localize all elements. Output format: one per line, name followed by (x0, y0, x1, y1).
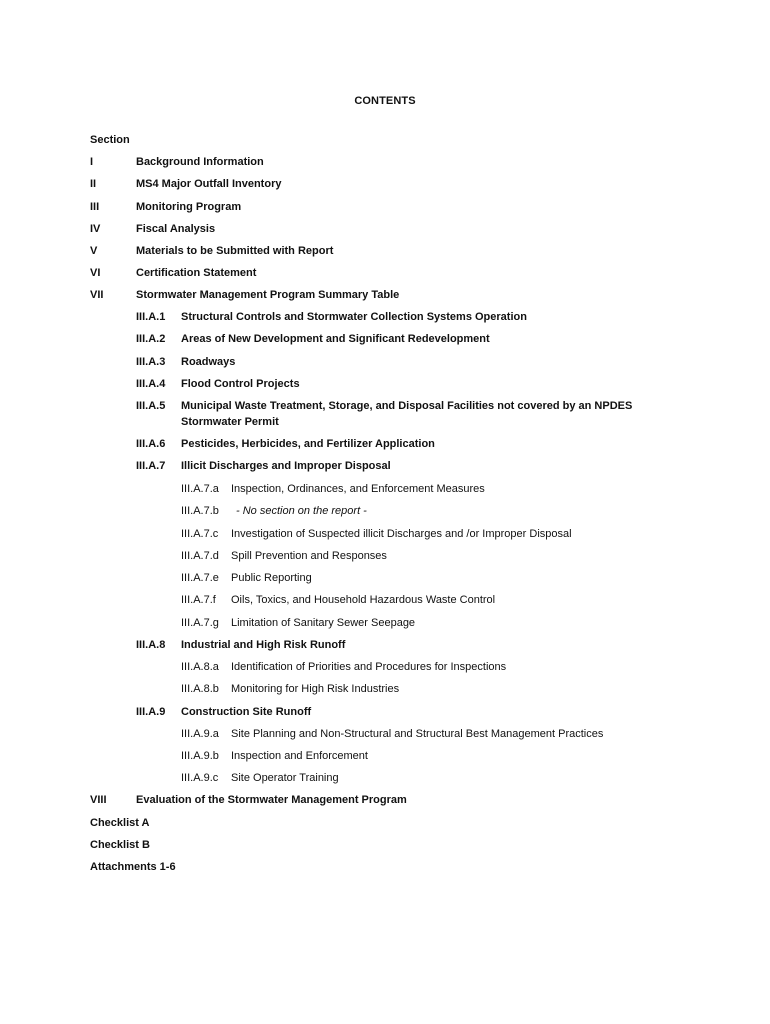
subsubsection-number: III.A.7.f (181, 594, 216, 606)
section-number: III (90, 201, 100, 213)
subsection-label: Structural Controls and Stormwater Collection Systems Operation (181, 311, 527, 323)
subsection-number: III.A.8 (136, 639, 166, 651)
section-label: Stormwater Management Program Summary Table (136, 289, 400, 301)
subsection-number: III.A.3 (136, 356, 166, 368)
checklist-b: Checklist B (90, 839, 150, 851)
section-number: I (90, 156, 94, 168)
subsubsection-label: Site Planning and Non-Structural and Structural Best Management Practices (231, 728, 604, 740)
subsubsection-label: Site Operator Training (231, 772, 339, 784)
section-label: Monitoring Program (136, 201, 242, 213)
subsection-label: Industrial and High Risk Runoff (181, 639, 346, 651)
section-number: VIII (90, 794, 107, 806)
subsection-label: Illicit Discharges and Improper Disposal (181, 460, 391, 472)
attachments: Attachments 1-6 (90, 861, 176, 873)
subsubsection-number: III.A.9.b (181, 750, 219, 762)
subsection-number: III.A.1 (136, 311, 166, 323)
section-number: VI (90, 267, 101, 279)
subsubsection-number: III.A.9.c (181, 772, 219, 784)
subsubsection-number: III.A.7.g (181, 617, 219, 629)
subsection-label: Municipal Waste Treatment, Storage, and Disposal Facilities not covered by an NPDES (181, 400, 633, 412)
section-label: Fiscal Analysis (136, 223, 216, 235)
section-number: VII (90, 289, 104, 301)
subsubsection-label: Monitoring for High Risk Industries (231, 683, 400, 695)
subsubsection-number: III.A.7.d (181, 550, 219, 562)
subsubsection-label: Investigation of Suspected illicit Discharges and /or Improper Disposal (231, 528, 572, 540)
subsection-number: III.A.4 (136, 378, 166, 390)
subsection-label: Areas of New Development and Significant Redevelopment (181, 333, 490, 345)
subsection-number: III.A.7 (136, 460, 166, 472)
section-label: Background Information (136, 156, 264, 168)
subsubsection-number: III.A.7.a (181, 483, 219, 495)
page-title: CONTENTS (354, 95, 416, 107)
subsubsection-number: III.A.7.b (181, 505, 219, 517)
subsubsection-number: III.A.8.a (181, 661, 219, 673)
subsubsection-label: Limitation of Sanitary Sewer Seepage (231, 617, 416, 629)
subsection-number: III.A.2 (136, 333, 166, 345)
section-label: Materials to be Submitted with Report (136, 245, 334, 257)
checklist-a: Checklist A (90, 817, 150, 829)
section-number: II (90, 178, 97, 190)
subsubsection-label: Public Reporting (231, 572, 312, 584)
subsection-number: III.A.5 (136, 400, 166, 412)
section-label: Certification Statement (136, 267, 257, 279)
section-label: MS4 Major Outfall Inventory (136, 178, 282, 190)
subsubsection-number: III.A.9.a (181, 728, 219, 740)
subsubsection-number: III.A.7.e (181, 572, 219, 584)
subsubsection-label: - No section on the report - (236, 505, 367, 517)
subsection-label: Construction Site Runoff (181, 706, 312, 718)
subsection-label: Roadways (181, 356, 236, 368)
subsubsection-label: Spill Prevention and Responses (231, 550, 387, 562)
section-number: V (90, 245, 98, 257)
subsubsection-number: III.A.7.c (181, 528, 219, 540)
subsubsection-label: Inspection and Enforcement (231, 750, 368, 762)
subsubsection-number: III.A.8.b (181, 683, 219, 695)
subsubsection-label: Oils, Toxics, and Household Hazardous Waste Control (231, 594, 496, 606)
section-header: Section (90, 134, 130, 146)
subsubsection-label: Identification of Priorities and Procedures for Inspections (231, 661, 507, 673)
subsection-label: Flood Control Projects (181, 378, 300, 390)
subsection-number: III.A.6 (136, 438, 166, 450)
section-label: Evaluation of the Stormwater Management Program (136, 794, 407, 806)
subsection-label: Pesticides, Herbicides, and Fertilizer Application (181, 438, 435, 450)
subsubsection-label: Inspection, Ordinances, and Enforcement Measures (231, 483, 485, 495)
subsection-number: III.A.9 (136, 706, 166, 718)
subsection-label-continued: Stormwater Permit (181, 416, 279, 428)
section-number: IV (90, 223, 101, 235)
